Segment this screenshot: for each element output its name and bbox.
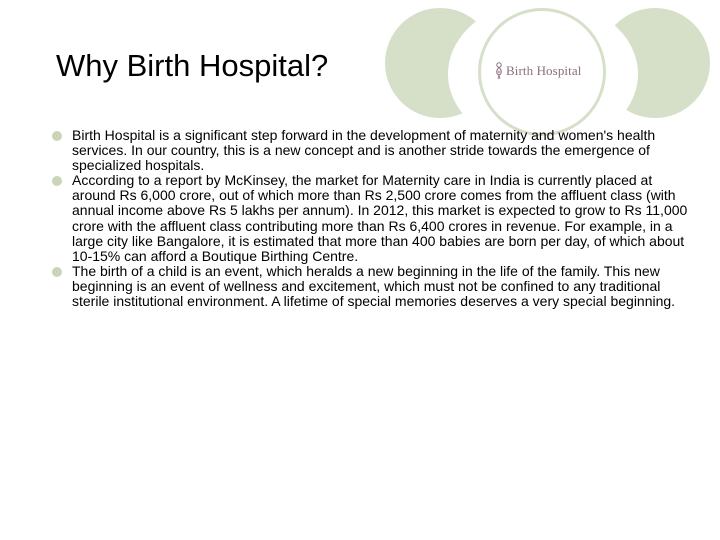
stork-mother-icon <box>494 62 504 80</box>
bullet-text: Birth Hospital is a significant step forward in the development of maternity and women's health services. In our country, this is a new concept and is another stride towards the emergence of specialized hospitals. <box>72 127 656 174</box>
bullet-item <box>52 264 692 309</box>
bullet-item <box>52 173 692 264</box>
bullet-list <box>52 128 692 309</box>
bullet-text: According to a report by McKinsey, the market for Maternity care in India is currently placed at around Rs 6,000 crore, out of which more than Rs 2,500 crore comes from the affluent class (with annual income above Rs 5 lakhs per annum). In 2012, this market is expected to grow to Rs 11,000 crore with the affluent class contributing more than Rs 6,400 crores in revenue. For example, in a large city like Bangalore, it is estimated that more than 400 babies are born per day, of which about 10-15% can afford a Boutique Birthing Centre. <box>72 172 688 264</box>
bullet-item <box>52 128 692 173</box>
bullet-text: The birth of a child is an event, which heralds a new beginning in the life of the family. This new beginning is an event of wellness and excitement, which must not be confined to any traditional sterile institutional environment. A lifetime of special memories deserves a very special beginning. <box>72 262 676 310</box>
bullet-dot-icon <box>52 176 62 186</box>
logo-text: Birth Hospital <box>506 63 582 78</box>
bullet-dot-icon <box>52 267 62 277</box>
bullet-dot-icon <box>52 131 62 141</box>
slide-title: Why Birth Hospital? <box>56 48 329 83</box>
birth-hospital-logo <box>494 60 581 82</box>
